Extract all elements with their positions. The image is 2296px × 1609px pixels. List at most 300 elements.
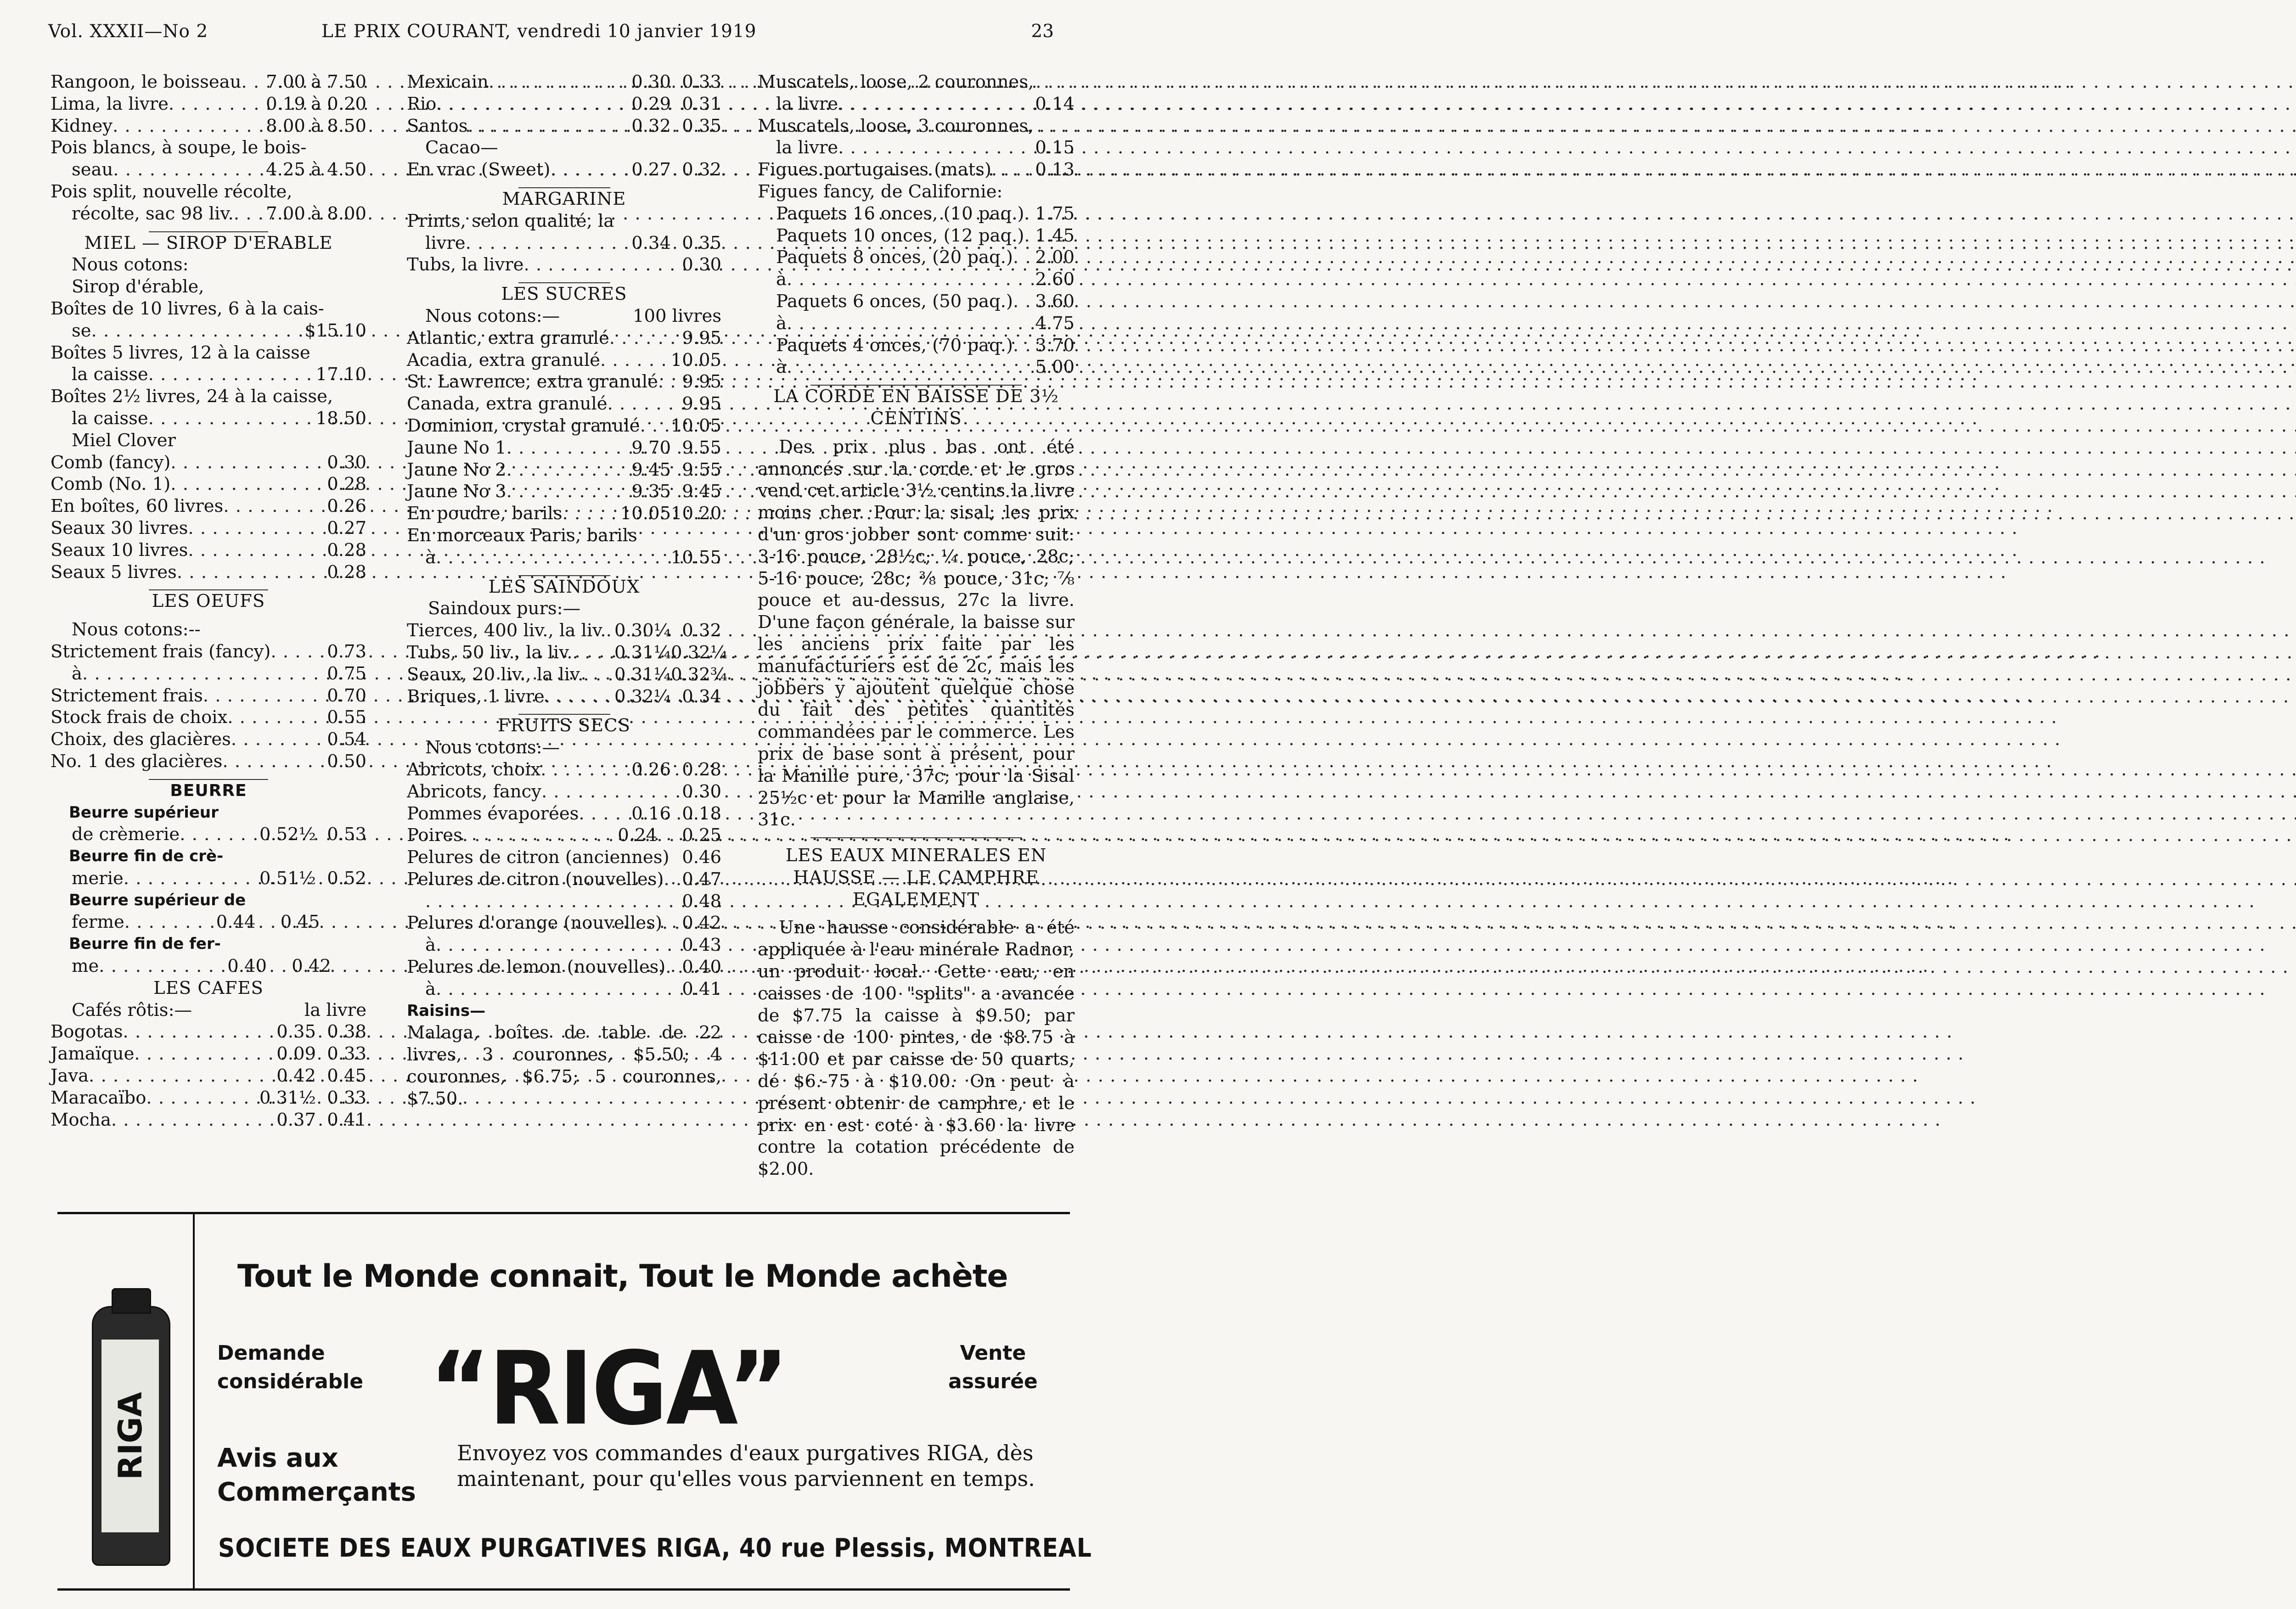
item-price: 0.55 (327, 707, 366, 728)
item-price: 0.16 (631, 803, 671, 824)
item-price: 0.35 (276, 1021, 316, 1043)
item-price: 7.00 à 7.50 (266, 72, 366, 92)
item-price: 3.70 (1035, 335, 1075, 356)
item-name: Tubs, 50 liv., la liv. (407, 642, 573, 663)
item-name: Canada, extra granulé (407, 393, 608, 415)
item-price-2: 0.33 (327, 1087, 366, 1108)
item-price: 0.27 (327, 517, 366, 538)
beurre-1-label: Beurre supérieur (69, 803, 219, 822)
item-name: Paquets 6 onces, (50 paq.) (776, 291, 1013, 312)
item-price: 0.09 (276, 1043, 316, 1065)
boites-2-price-row (51, 408, 366, 430)
price-row (407, 686, 721, 708)
price-row (758, 335, 1075, 357)
item-name: Jamaïque (51, 1043, 135, 1065)
item-price-2: 0.18 (682, 803, 721, 824)
item-name: Java (51, 1065, 89, 1087)
price-row (51, 495, 366, 517)
item-price: 0.50 (327, 751, 366, 772)
pelures-orange-row-2 (407, 934, 721, 956)
item-price: 0.47 (682, 869, 721, 890)
corde-heading-1: LA CORDE EN BAISSE DE 3½ (773, 386, 1059, 407)
boites-5-line: Boîtes 5 livres, 12 à la caisse (51, 342, 310, 363)
prints-line: Prints, selon qualité, la (407, 210, 614, 231)
price-row (51, 685, 366, 707)
item-name: Abricots, choix (407, 759, 541, 780)
beans-list (51, 71, 366, 137)
ad-demande-2: considérable (217, 1370, 364, 1393)
pelures-lemon-row-2 (407, 978, 721, 1000)
price-row (758, 203, 1075, 225)
item-price: 0.75 (327, 663, 366, 684)
price-row (407, 459, 721, 481)
item-name: à (776, 313, 787, 334)
pelures-citron-nouv-row (407, 869, 721, 891)
eaux-heading-3: EGALEMENT (852, 889, 980, 910)
item-price: 9.95 (682, 327, 721, 348)
item-price: 4.25 à 4.50 (266, 159, 366, 180)
price-row (407, 371, 721, 393)
item-price: 9.45 (631, 459, 671, 480)
journal-title: LE PRIX COURANT, vendredi 10 janvier 1919 (321, 21, 757, 42)
beurre-2-row (51, 868, 366, 890)
ad-demande (217, 1339, 363, 1396)
beurre-2-label: Beurre fin de crè- (69, 847, 224, 866)
item-price: 0.31½ (259, 1087, 316, 1108)
item-price: 0.70 (327, 685, 366, 706)
sugars-list (407, 327, 721, 437)
item-price: 1.45 (1035, 225, 1075, 246)
price-row (758, 225, 1075, 247)
column-1 (51, 71, 366, 1131)
item-name: Jaune No 2 (407, 459, 506, 480)
ad-vente (948, 1339, 1038, 1396)
item-name: Mocha (51, 1109, 111, 1130)
ad-divider (193, 1214, 195, 1588)
item-price: 0.42 (682, 913, 721, 934)
item-price: 0.73 (327, 641, 366, 662)
price-row (51, 1065, 366, 1087)
cafes-heading: LES CAFES (153, 977, 264, 998)
item-price-2: 0.42 (292, 956, 332, 977)
item-price: 0.28 (327, 474, 366, 495)
pelures-lemon-row (407, 956, 721, 978)
paquets-list (758, 203, 1075, 378)
item-price: 0.26 (327, 496, 366, 517)
item-price-2: 0.32 (682, 620, 721, 641)
ad-vente-1: Vente (960, 1341, 1026, 1365)
item-price: 0.34 (631, 232, 671, 253)
muscatels-3-row (758, 137, 1075, 159)
item-price: 0.32¼ (614, 686, 671, 707)
item-name: Seaux 5 livres (51, 561, 177, 583)
price-row (407, 93, 721, 115)
column-2 (407, 71, 728, 1110)
price-row (407, 503, 721, 525)
oeufs-heading: LES OEUFS (152, 591, 265, 612)
price-row (758, 291, 1075, 313)
item-price-2: 0.52 (327, 868, 366, 889)
figues-californie-label: Figues fancy, de Californie: (758, 181, 1003, 202)
boites-2-line: Boîtes 2½ livres, 24 à la caisse, (51, 386, 333, 407)
item-name: Tierces, 400 liv., la liv. (407, 620, 606, 641)
item-price-2: 0.33 (327, 1043, 366, 1065)
price-row (51, 729, 366, 751)
pois-blancs-line: Pois blancs, à soupe, le bois- (51, 137, 307, 158)
item-name: Acadia, extra granulé (407, 349, 600, 370)
price-row (407, 71, 721, 93)
item-name: Strictement frais (fancy) (51, 641, 271, 662)
ad-demande-1: Demande (217, 1341, 325, 1365)
item-price: 0.30¼ (614, 620, 671, 641)
price-row (407, 481, 721, 503)
price-row (407, 415, 721, 437)
item-price: 0.15 (1035, 137, 1075, 158)
item-name: En boîtes, 60 livres (51, 496, 224, 517)
price-row (407, 327, 721, 349)
price-row (51, 452, 366, 474)
muscatels-2-row (758, 93, 1075, 115)
ad-avis-2: Commerçants (217, 1477, 416, 1507)
cafes-list-2 (407, 71, 721, 137)
pommes-row (407, 803, 721, 825)
item-name: se (72, 320, 91, 341)
ad-avis (217, 1441, 416, 1509)
item-price: 17.10 (315, 364, 366, 385)
eaux-heading-1: LES EAUX MINERALES EN (785, 845, 1047, 866)
morceaux-line: En morceaux Paris, barils (407, 525, 637, 546)
sirop-label: Sirop d'érable, (72, 276, 204, 297)
price-row (51, 115, 366, 137)
item-price-2: 9.55 (682, 459, 721, 480)
sucres-cotons: Nous cotons:— (425, 305, 560, 326)
boites-10-line: Boîtes de 10 livres, 6 à la cais- (51, 298, 324, 319)
cacao-row (407, 159, 721, 181)
beurre-3-label: Beurre supérieur de (69, 891, 246, 909)
item-name: livre (425, 232, 466, 253)
item-price: 0.41 (682, 978, 721, 999)
item-name: la livre (776, 93, 838, 114)
item-name: la caisse (72, 364, 148, 385)
cafes-subheader (51, 999, 366, 1021)
volume-number: Vol. XXXII—No 2 (48, 21, 208, 42)
item-price-2: 0.34 (682, 686, 721, 707)
item-price: 18.50 (315, 408, 366, 429)
abricots-choix-row (407, 759, 721, 781)
item-name: Briques, 1 livre (407, 686, 545, 707)
muscatels-2-line: Muscatels, loose, 2 couronnes, (758, 72, 1034, 92)
item-price-2: 0.45 (327, 1065, 366, 1087)
item-name: me (72, 956, 99, 977)
item-price: 10.05 (670, 349, 721, 370)
item-name: à (425, 978, 436, 999)
price-row (407, 393, 721, 415)
item-name: la livre (776, 137, 838, 158)
item-name: Maracaïbo (51, 1087, 146, 1108)
item-price-2: 0.31 (682, 93, 721, 114)
item-price: 9.95 (682, 371, 721, 392)
item-price: 0.52½ (259, 824, 316, 845)
item-name: Mexicain (407, 72, 489, 92)
item-price: 10.05 (620, 503, 671, 524)
item-price: 0.54 (327, 729, 366, 750)
item-price: 0.14 (1035, 93, 1075, 114)
item-name: Seaux 30 livres (51, 517, 188, 538)
item-price: 9.95 (682, 393, 721, 415)
item-name: Abricots, fancy (407, 781, 541, 802)
item-name: de crèmerie (72, 824, 180, 845)
oeufs-cotons: Nous cotons:-- (72, 619, 201, 640)
item-name: merie (72, 868, 124, 889)
muscatels-3-line: Muscatels, loose, 3 couronnes, (758, 115, 1034, 136)
item-name: Kidney (51, 115, 113, 136)
item-name: Rio (407, 93, 437, 114)
item-name: Seaux, 20 liv., la liv. (407, 664, 584, 685)
saindoux-sub: Saindoux purs:— (428, 598, 581, 619)
beurre-1-row (51, 824, 366, 846)
item-price-2: 9.55 (682, 437, 721, 458)
item-price: 0.31¼ (614, 642, 671, 663)
price-row (51, 1021, 366, 1043)
price-row (758, 313, 1075, 335)
cafes-sub: Cafés rôtis:— (72, 999, 192, 1020)
tubs-row (407, 254, 721, 276)
item-price: 0.32 (631, 115, 671, 136)
price-row (51, 539, 366, 561)
item-price-2: 0.32¼ (671, 642, 728, 663)
item-price: 10.05 (670, 415, 721, 436)
price-row (758, 356, 1075, 378)
item-price: 0.31¼ (614, 664, 671, 685)
jaunes-list (407, 437, 721, 525)
ad-vente-2: assurée (948, 1370, 1038, 1393)
fruits-heading: FRUITS SECS (498, 715, 630, 736)
item-price: 0.28 (327, 539, 366, 561)
item-name: Paquets 10 onces, (12 paq.) (776, 225, 1024, 246)
item-price: 2.60 (1035, 269, 1075, 290)
price-row (51, 71, 366, 93)
item-price: 9.70 (631, 437, 671, 458)
item-price-2: 0.32¾ (671, 664, 728, 685)
cacao-label: Cacao— (425, 137, 498, 158)
item-name: à (425, 547, 436, 568)
item-name: Lima, la livre (51, 93, 169, 114)
item-price-2: 0.53 (327, 824, 366, 845)
corde-article: Des prix plus bas ont été annoncés sur la corde et le gros vend cet article 3½ centins la livre moins cher. Pour la sisal, les prix d'un gros jobber sont comme suit: 3-16 pouce, 28½c; ¼ pouce, 28c; 5-16 pouce, 28c; ⅜ pouce, 31c; ⅞ pouce et au-dessus, 27c la livre. D'une façon générale, la baisse sur les anciens prix faite par les manufacturiers est de 2c, mais les jobbers y ajoutent quelque chose du fait des petites quantités commandées par le commerce. Les prix de base sont à présent, pour la Manille pure, 37c; pour la Sisal 25½c et pour la Manille anglaise, 31c. (758, 436, 1075, 830)
item-price: 0.19 à 0.20 (266, 93, 366, 114)
item-price-2: 0.41 (327, 1109, 366, 1130)
item-name: seau (72, 159, 113, 180)
item-name: Pelures de citron (anciennes) (407, 847, 670, 868)
item-price: 0.29 (631, 93, 671, 114)
item-price: 0.30 (682, 781, 721, 802)
ad-tagline: Tout le Monde connait, Tout le Monde achète (237, 1258, 1008, 1295)
cafes-list (51, 1021, 366, 1131)
item-name: à (776, 357, 787, 378)
item-price: 8.00 à 8.50 (266, 115, 366, 136)
miel-clover-label: Miel Clover (72, 430, 176, 451)
item-price: 10.55 (670, 547, 721, 568)
item-price-2: 9.45 (682, 481, 721, 502)
item-price: 0.44 (216, 912, 256, 933)
oeufs-row (51, 641, 366, 663)
item-price-2: 0.32 (682, 159, 721, 180)
item-price-2: 0.38 (327, 1021, 366, 1043)
item-price: 7.00 à 8.00 (266, 203, 366, 224)
miel-cotons: Nous cotons: (72, 254, 189, 275)
sucres-unit: 100 livres (632, 305, 721, 326)
beurre-4-row (51, 955, 366, 977)
beurre-heading: BEURRE (170, 781, 247, 800)
pelures-orange-row (407, 912, 721, 934)
item-name: Jaune No 3 (407, 481, 506, 502)
item-price: 4.75 (1035, 313, 1075, 334)
miel-heading: MIEL — SIROP D'ERABLE (84, 232, 333, 253)
item-price-2: 0.45 (280, 912, 320, 933)
price-row (758, 247, 1075, 269)
item-name: à (425, 935, 436, 956)
item-name: à (72, 663, 82, 684)
fruits-cotons: Nous cotons:— (425, 737, 560, 758)
malaga-text: Malaga, boîtes de table de 22 livres, 3 couronnes, $5.50; 4 couronnes, $6.75; 5 couronnes, $7.50. (407, 1022, 721, 1109)
pelures-citron-anc-row (407, 847, 721, 869)
ad-societe-line: SOCIETE DES EAUX PURGATIVES RIGA, 40 rue Plessis, MONTREAL (218, 1533, 1092, 1563)
item-name: Santos (407, 115, 468, 136)
riga-bottle-illustration (92, 1306, 170, 1566)
item-price: 0.30 (327, 452, 366, 473)
riga-advertisement (57, 1212, 1092, 1591)
item-name: la caisse (72, 408, 148, 429)
price-row (407, 620, 721, 642)
ad-brand-riga: “RIGA” (429, 1330, 788, 1447)
item-price: 0.40 (682, 957, 721, 978)
item-price: 0.30 (631, 72, 671, 92)
boites-10-price-row (51, 320, 366, 342)
item-price: 0.27 (631, 159, 671, 180)
item-price: 9.35 (631, 481, 671, 502)
bottle-label (101, 1340, 159, 1532)
item-name: Jaune No 1 (407, 437, 506, 458)
item-price: 0.51½ (259, 868, 316, 889)
figues-portugaises-row (758, 159, 1075, 181)
item-name: Pelures de lemon (nouvelles) (407, 957, 666, 978)
item-name: ferme (72, 912, 124, 933)
ad-avis-1: Avis aux (217, 1443, 338, 1473)
lards-list (407, 620, 728, 707)
item-price-2: 10.20 (671, 503, 722, 524)
item-name: récolte, sac 98 liv. (72, 203, 234, 224)
sucres-heading: LES SUCRES (501, 284, 627, 305)
item-price: 0.43 (682, 935, 721, 956)
item-name: Atlantic, extra granulé (407, 327, 609, 348)
item-name: Paquets 8 onces, (20 paq.) (776, 247, 1013, 268)
item-price: 1.75 (1035, 203, 1075, 224)
item-price: 2.00 (1035, 247, 1075, 268)
price-row (758, 269, 1075, 291)
saindoux-heading: LES SAINDOUX (488, 576, 640, 597)
item-price: 3.60 (1035, 291, 1075, 312)
oeufs-row (51, 663, 366, 685)
item-price: 0.28 (327, 561, 366, 583)
price-row (51, 473, 366, 495)
bottle-neck (112, 1288, 151, 1314)
price-row (51, 561, 366, 583)
pois-split-line: Pois split, nouvelle récolte, (51, 181, 293, 202)
price-row (51, 751, 366, 773)
column-3 (758, 71, 1075, 1180)
item-price: 0.37 (276, 1109, 316, 1130)
item-price: 0.46 (682, 847, 721, 868)
item-name: Pommes évaporées (407, 803, 579, 824)
item-price-2: 0.35 (682, 232, 721, 253)
abricots-fancy-row (407, 781, 721, 803)
item-name: Rangoon, le boisseau (51, 72, 242, 92)
item-name: Pelures de citron (nouvelles) (407, 869, 664, 890)
item-price-2: 0.25 (682, 825, 721, 846)
item-price: 0.13 (1035, 159, 1075, 180)
item-name: En vrac (Sweet) (407, 159, 551, 180)
item-price-2: 0.33 (682, 72, 721, 92)
item-price-2: 0.35 (682, 115, 721, 136)
item-name: Choix, des glacières (51, 729, 231, 750)
eggs-list (51, 685, 366, 773)
item-name: Comb (No. 1) (51, 474, 171, 495)
item-name: Comb (fancy) (51, 452, 171, 473)
prints-row (407, 232, 721, 254)
item-price: 0.48 (682, 891, 721, 912)
price-row (51, 1087, 366, 1109)
item-name: Paquets 16 onces, (10 paq.) (776, 203, 1024, 224)
item-name: Tubs, la livre (407, 254, 524, 275)
beurre-3-row (51, 911, 366, 933)
page-header (48, 21, 1054, 49)
price-row (51, 93, 366, 115)
pelures-citron-nouv-row-2 (407, 891, 721, 913)
item-price: 0.42 (276, 1065, 316, 1087)
bottle-label-text: RIGA (111, 1392, 149, 1480)
item-name: Figues portugaises (mats) (758, 159, 991, 180)
item-name: En poudre, barils (407, 503, 563, 524)
price-row (51, 517, 366, 539)
ad-envoyez-text: Envoyez vos commandes d'eaux purgatives RIGA, dès maintenant, pour qu'elles vous parviennent en temps. (457, 1441, 1035, 1491)
margarine-heading: MARGARINE (502, 188, 626, 209)
item-price-2: 0.28 (682, 759, 721, 780)
eaux-article: Une hausse considérable a été appliquée à l'eau minérale Radnor, un produit local. Cette eau, en caisses de 100 "splits" a avancée de $7.75 la caisse à $9.50; par caisse de 100 pintes, de $8.75 à $11.00 et par caisse de 50 quarts, dé $6.-75 à $10.00. On peut à présent obtenir de camphre, et le prix en est coté à $3.60 la livre contre la cotation précédente de $2.00. (758, 917, 1075, 1180)
item-name: Poires (407, 825, 462, 846)
honey-list (51, 452, 366, 583)
item-name: Bogotas (51, 1021, 123, 1043)
item-name: Pelures d'orange (nouvelles) (407, 913, 662, 934)
pois-blancs-price-row (51, 159, 366, 181)
morceaux-row (407, 547, 721, 569)
price-row (407, 664, 728, 686)
price-row (407, 115, 721, 137)
item-name: Dominion, crystal granulé (407, 415, 640, 436)
item-price: 5.00 (1035, 357, 1075, 378)
item-name: Strictement frais (51, 685, 203, 706)
pois-split-price-row (51, 203, 366, 225)
price-row (407, 642, 728, 664)
corde-heading-2: CENTINS (870, 408, 962, 429)
page-number: 23 (1031, 21, 1054, 42)
item-name: Seaux 10 livres (51, 539, 188, 561)
boites-5-price-row (51, 364, 366, 386)
price-row (51, 1109, 366, 1131)
raisins-label: Raisins— (407, 1001, 486, 1020)
item-name: Stock frais de choix (51, 707, 228, 728)
item-name: No. 1 des glacières (51, 751, 223, 772)
eaux-heading-2: HAUSSE — LE CAMPHRE (793, 867, 1039, 888)
